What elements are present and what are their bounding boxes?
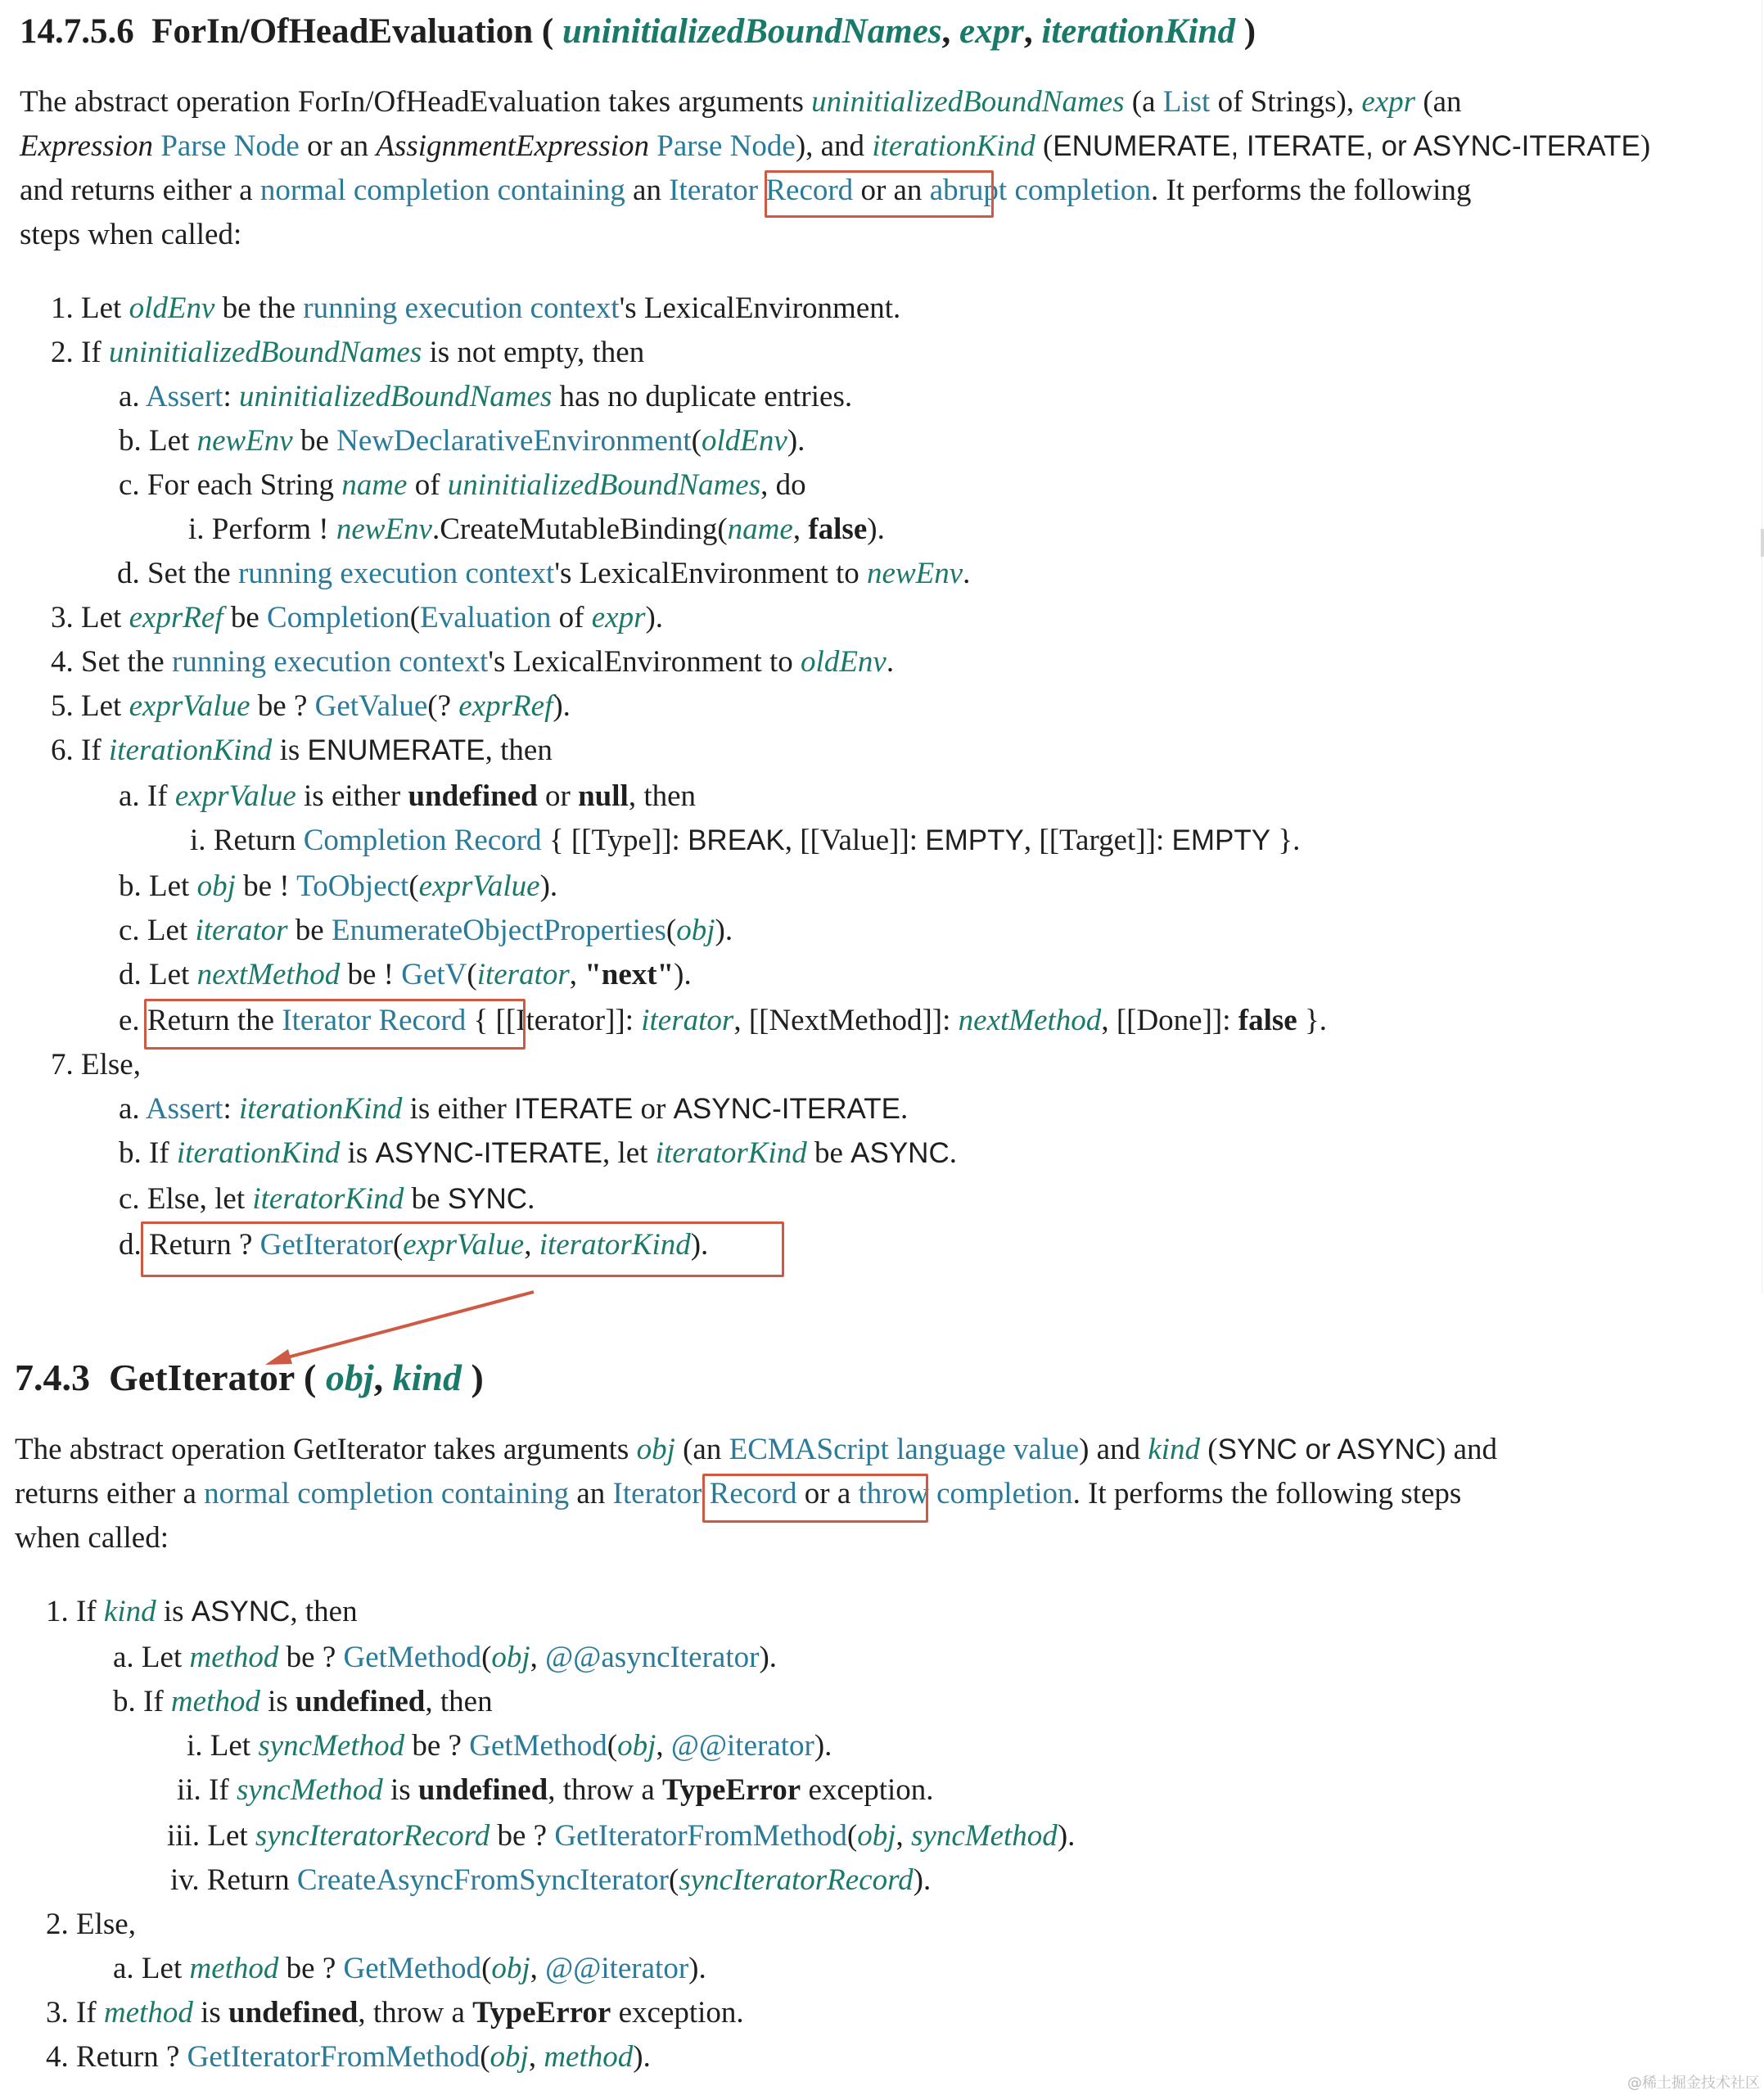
algorithm-step: 4. Set the running execution context's LexicalEnvironment to oldEnv. xyxy=(51,645,895,679)
section-name: GetIterator xyxy=(109,1357,295,1398)
algorithm-step: iii. Let syncIteratorRecord be ? GetIteratorFromMethod(obj, syncMethod). xyxy=(167,1819,1076,1853)
watermark: @稀土掘金技术社区 xyxy=(1627,2075,1760,2092)
algorithm-step: d. Return ? GetIterator(exprValue, iteratorKind). xyxy=(119,1228,709,1262)
algorithm-step: 1. Let oldEnv be the running execution context's LexicalEnvironment. xyxy=(51,291,901,325)
description-line: Expression Parse Node or an AssignmentExpression Parse Node), and iterationKind (ENUMERATE, ITERATE, or ASYNC-ITERATE) xyxy=(20,129,1651,163)
algorithm-step: a. Assert: iterationKind is either ITERATE or ASYNC-ITERATE. xyxy=(119,1092,909,1126)
algorithm-step: i. Return Completion Record { [[Type]]: BREAK, [[Value]]: EMPTY, [[Target]]: EMPTY }. xyxy=(190,824,1301,857)
algorithm-step: 6. If iterationKind is ENUMERATE, then xyxy=(51,734,553,767)
param: kind xyxy=(392,1357,462,1398)
algorithm-step: c. Else, let iteratorKind be SYNC. xyxy=(119,1182,535,1216)
description-line: when called: xyxy=(15,1521,169,1555)
algorithm-step: b. Let newEnv be NewDeclarativeEnvironment(oldEnv). xyxy=(119,424,805,458)
algorithm-step: d. Set the running execution context's LexicalEnvironment to newEnv. xyxy=(117,557,971,590)
algorithm-step: a. If exprValue is either undefined or null, then xyxy=(119,779,697,813)
algorithm-step: 1. If kind is ASYNC, then xyxy=(46,1595,358,1628)
algorithm-step: 3. If method is undefined, throw a TypeError exception. xyxy=(46,1996,744,2030)
description-line: returns either a normal completion containing an Iterator Record or a throw completion. It performs the following steps xyxy=(15,1477,1462,1510)
algorithm-step: a. Assert: uninitializedBoundNames has no duplicate entries. xyxy=(119,380,853,413)
algorithm-step: 4. Return ? GetIteratorFromMethod(obj, method). xyxy=(46,2040,651,2074)
algorithm-step: c. Let iterator be EnumerateObjectProperties(obj). xyxy=(119,914,733,947)
algorithm-step: i. Let syncMethod be ? GetMethod(obj, @@iterator). xyxy=(187,1729,832,1763)
algorithm-step: iv. Return CreateAsyncFromSyncIterator(syncIteratorRecord). xyxy=(170,1863,932,1897)
algorithm-step: 5. Let exprValue be ? GetValue(? exprRef). xyxy=(51,689,571,723)
algorithm-step: 3. Let exprRef be Completion(Evaluation of expr). xyxy=(51,601,664,634)
description-line: The abstract operation ForIn/OfHeadEvaluation takes arguments uninitializedBoundNames (a List of Strings), expr (an xyxy=(20,85,1462,119)
param: uninitializedBoundNames xyxy=(562,12,942,51)
algorithm-step: b. Let obj be ! ToObject(exprValue). xyxy=(119,869,558,903)
section-number: 14.7.5.6 xyxy=(20,12,134,51)
algorithm-step: c. For each String name of uninitializedBoundNames, do xyxy=(119,468,806,502)
algorithm-step: ii. If syncMethod is undefined, throw a TypeError exception. xyxy=(177,1773,934,1807)
algorithm-step: d. Let nextMethod be ! GetV(iterator, "next"). xyxy=(119,958,692,991)
algorithm-step: b. If iterationKind is ASYNC-ITERATE, let iteratorKind be ASYNC. xyxy=(119,1136,957,1170)
section-heading-forin-ofhead: 14.7.5.6 ForIn/OfHeadEvaluation ( uninitializedBoundNames, expr, iterationKind ) xyxy=(20,12,1256,51)
param: obj xyxy=(325,1357,374,1398)
algorithm-step: i. Perform ! newEnv.CreateMutableBinding(name, false). xyxy=(188,512,885,546)
description-line: and returns either a normal completion containing an Iterator Record or an abrupt completion. It performs the following xyxy=(20,174,1472,207)
algorithm-step: b. If method is undefined, then xyxy=(113,1685,493,1718)
algorithm-step: a. Let method be ? GetMethod(obj, @@asyncIterator). xyxy=(113,1641,778,1674)
highlight-box xyxy=(702,1474,928,1523)
section-name: ForIn/OfHeadEvaluation xyxy=(151,12,534,51)
algorithm-step: 2. Else, xyxy=(46,1908,136,1941)
description-line: The abstract operation GetIterator takes arguments obj (an ECMAScript language value) and kind (SYNC or ASYNC) and xyxy=(15,1433,1498,1466)
algorithm-step: a. Let method be ? GetMethod(obj, @@iterator). xyxy=(113,1952,706,1985)
section-heading-getiterator: 7.4.3 GetIterator ( obj, kind ) xyxy=(15,1357,484,1398)
param: expr xyxy=(959,12,1024,51)
algorithm-step: e. Return the Iterator Record { [[Iterator]]: iterator, [[NextMethod]]: nextMethod, [[Done]]: false }. xyxy=(119,1004,1327,1037)
description-line: steps when called: xyxy=(20,218,242,251)
section-number: 7.4.3 xyxy=(15,1357,90,1398)
param: iterationKind xyxy=(1041,12,1235,51)
algorithm-step: 2. If uninitializedBoundNames is not empty, then xyxy=(51,336,645,369)
algorithm-step: 7. Else, xyxy=(51,1048,141,1081)
